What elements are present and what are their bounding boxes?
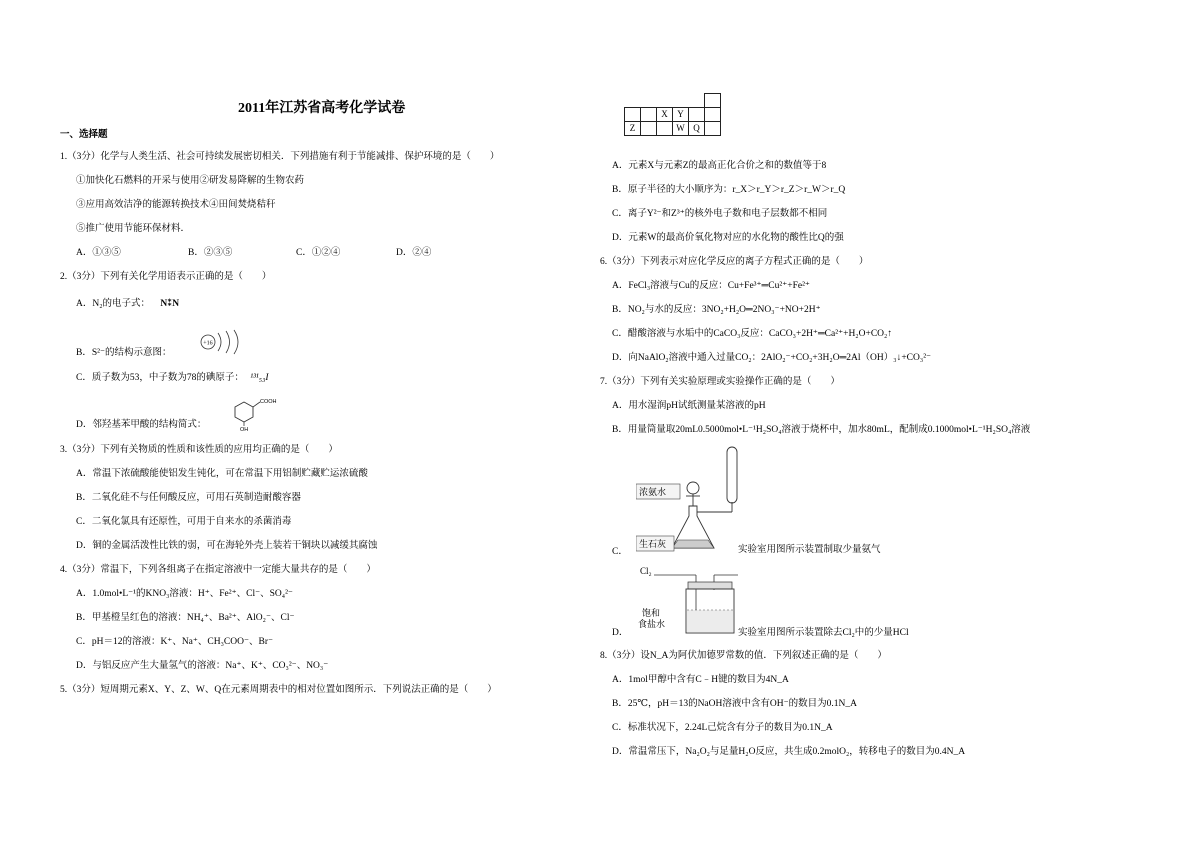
q5-stem: 5.（3分）短周期元素X、Y、Z、W、Q在元素周期表中的相对位置如图所示．下列说法正确的是（ ） [60, 685, 497, 695]
nucleus-label: +16 [203, 340, 213, 347]
element-w: W [673, 122, 689, 136]
q8-option-d: D．常温常压下，Na₂O₂与足量H₂O反应，共生成0.2molO₂，转移电子的数目为0.4N_A [612, 747, 966, 757]
element-x: X [657, 108, 673, 122]
q7-option-c-letter: C． [612, 547, 628, 557]
label-saturated: 饱和 [642, 608, 661, 618]
q8-option-a: A．1mol甲醇中含有C﹣H键的数目为4N_A [612, 675, 789, 685]
q2-stem: 2.（3分）下列有关化学用语表示正确的是（ ） [60, 272, 272, 282]
q1-item: ①加快化石燃料的开采与使用②研发易降解的生物农药 [76, 176, 305, 186]
q2-option-d: D．邻羟基苯甲酸的结构简式： [76, 420, 207, 430]
q5-option-c: C．离子Y²⁻和Z³⁺的核外电子数和电子层数都不相同 [612, 209, 828, 219]
section-heading: 一、选择题 [60, 130, 108, 140]
q3-option-d: D．铜的金属活泼性比铁的弱，可在海轮外壳上装若干铜块以减缓其腐蚀 [76, 541, 378, 551]
element-z: Z [625, 122, 641, 136]
q4-option-d: D．与铝反应产生大量氢气的溶液：Na⁺、K⁺、CO₃²⁻、NO₃⁻ [76, 661, 329, 671]
q6-option-b: B．NO₂与水的反应：3NO₂+H₂O═2NO₃⁻+NO+2H⁺ [612, 305, 821, 315]
chlorine-wash-bottle-diagram [634, 560, 746, 636]
q7-stem: 7.（3分）下列有关实验原理或实验操作正确的是（ ） [600, 377, 840, 387]
q7-option-b: B．用量筒量取20mL0.5000mol•L⁻¹H₂SO₄溶液于烧杯中，加水80mL，配制成0.1000mol•L⁻¹H₂SO₄溶液 [612, 425, 1031, 435]
q3-option-a: A．常温下浓硫酸能使铝发生钝化，可在常温下用铝制贮藏贮运浓硫酸 [76, 469, 368, 479]
q6-option-a: A．FeCl₃溶液与Cu的反应：Cu+Fe³⁺═Cu²⁺+Fe²⁺ [612, 281, 810, 291]
q1-option-d: D．②④ [396, 248, 432, 258]
q6-option-d: D．向NaAlO₂溶液中通入过量CO₂：2AlO₂⁻+CO₂+3H₂O═2Al（OH）₃↓+CO₃²⁻ [612, 353, 932, 363]
q1-item: ⑤推广使用节能环保材料． [76, 224, 191, 234]
iodine-isotope: ¹³¹₅₃I [250, 373, 269, 383]
element-y: Y [673, 108, 689, 122]
q1-option-a: A．①③⑤ [76, 248, 121, 258]
q1-item: ③应用高效洁净的能源转换技术④田间焚烧秸秆 [76, 200, 276, 210]
q4-option-c: C．pH＝12的溶液：K⁺、Na⁺、CH₃COO⁻、Br⁻ [76, 637, 274, 647]
q4-stem: 4.（3分）常温下，下列各组离子在指定溶液中一定能大量共存的是（ ） [60, 565, 376, 575]
q6-option-c: C．醋酸溶液与水垢中的CaCO₃反应：CaCO₃+2H⁺═Ca²⁺+H₂O+CO₂↑ [612, 329, 893, 339]
q1-stem: 1.（3分）化学与人类生活、社会可持续发展密切相关．下列措施有利于节能减排、保护环境的是（ ） [60, 152, 500, 162]
q8-stem: 8.（3分）设N_A为阿伏加德罗常数的值．下列叙述正确的是（ ） [600, 651, 887, 661]
q1-option-b: B．②③⑤ [188, 248, 233, 258]
label-cl2: Cl₂ [640, 566, 652, 576]
q2-option-c [76, 373, 269, 384]
periodic-table-fragment [624, 93, 721, 136]
element-q: Q [689, 122, 705, 136]
q3-stem: 3.（3分）下列有关物质的性质和该性质的应用均正确的是（ ） [60, 445, 338, 455]
q1-option-c: C．①②④ [296, 248, 341, 258]
q7-option-a: A．用水湿润pH试纸测量某溶液的pH [612, 401, 766, 411]
q3-option-c: C．二氧化氯具有还原性，可用于自来水的杀菌消毒 [76, 517, 292, 527]
q7-option-c-text: 实验室用图所示装置制取少量氨气 [738, 545, 881, 555]
q2-option-a [76, 299, 179, 310]
q5-option-d: D．元素W的最高价氧化物对应的水化物的酸性比Q的强 [612, 233, 844, 243]
q4-option-b: B．甲基橙呈红色的溶液：NH₄⁺、Ba²⁺、AlO₂⁻、Cl⁻ [76, 613, 295, 623]
sulfur-ion-structure-diagram [198, 329, 250, 355]
label-brine: 食盐水 [638, 619, 666, 629]
q2-option-a-text: A．N₂的电子式： [76, 299, 151, 309]
q2-option-c-text: C．质子数为53，中子数为78的碘原子： [76, 373, 244, 383]
q2-option-b: B．S²⁻的结构示意图： [76, 348, 172, 358]
q5-option-a: A．元素X与元素Z的最高正化合价之和的数值等于8 [612, 161, 827, 171]
page-title: 2011年江苏省高考化学试卷 [238, 101, 406, 116]
oh-label: OH [240, 427, 249, 431]
ammonia-apparatus-diagram [636, 444, 746, 556]
q6-stem: 6.（3分）下列表示对应化学反应的离子方程式正确的是（ ） [600, 257, 869, 267]
q5-option-b: B．原子半径的大小顺序为：r_X＞r_Y＞r_Z＞r_W＞r_Q [612, 185, 846, 195]
q3-option-b: B．二氧化硅不与任何酸反应，可用石英制造耐酸容器 [76, 493, 301, 503]
q8-option-b: B．25℃，pH＝13的NaOH溶液中含有OH⁻的数目为0.1N_A [612, 699, 857, 709]
label-quicklime: 生石灰 [639, 539, 667, 549]
n2-electron-formula: N⁑N [160, 299, 180, 309]
q8-option-c: C．标准状况下，2.24L己烷含有分子的数目为0.1N_A [612, 723, 833, 733]
label-conc-ammonia: 浓氨水 [639, 487, 667, 497]
q7-option-d-text: 实验室用图所示装置除去Cl₂中的少量HCl [738, 628, 909, 638]
q7-option-d-letter: D． [612, 628, 629, 638]
cooh-label: COOH [260, 399, 277, 405]
q4-option-a: A．1.0mol•L⁻¹的KNO₃溶液：H⁺、Fe²⁺、Cl⁻、SO₄²⁻ [76, 589, 293, 599]
benzene-ring-structure [230, 397, 278, 431]
